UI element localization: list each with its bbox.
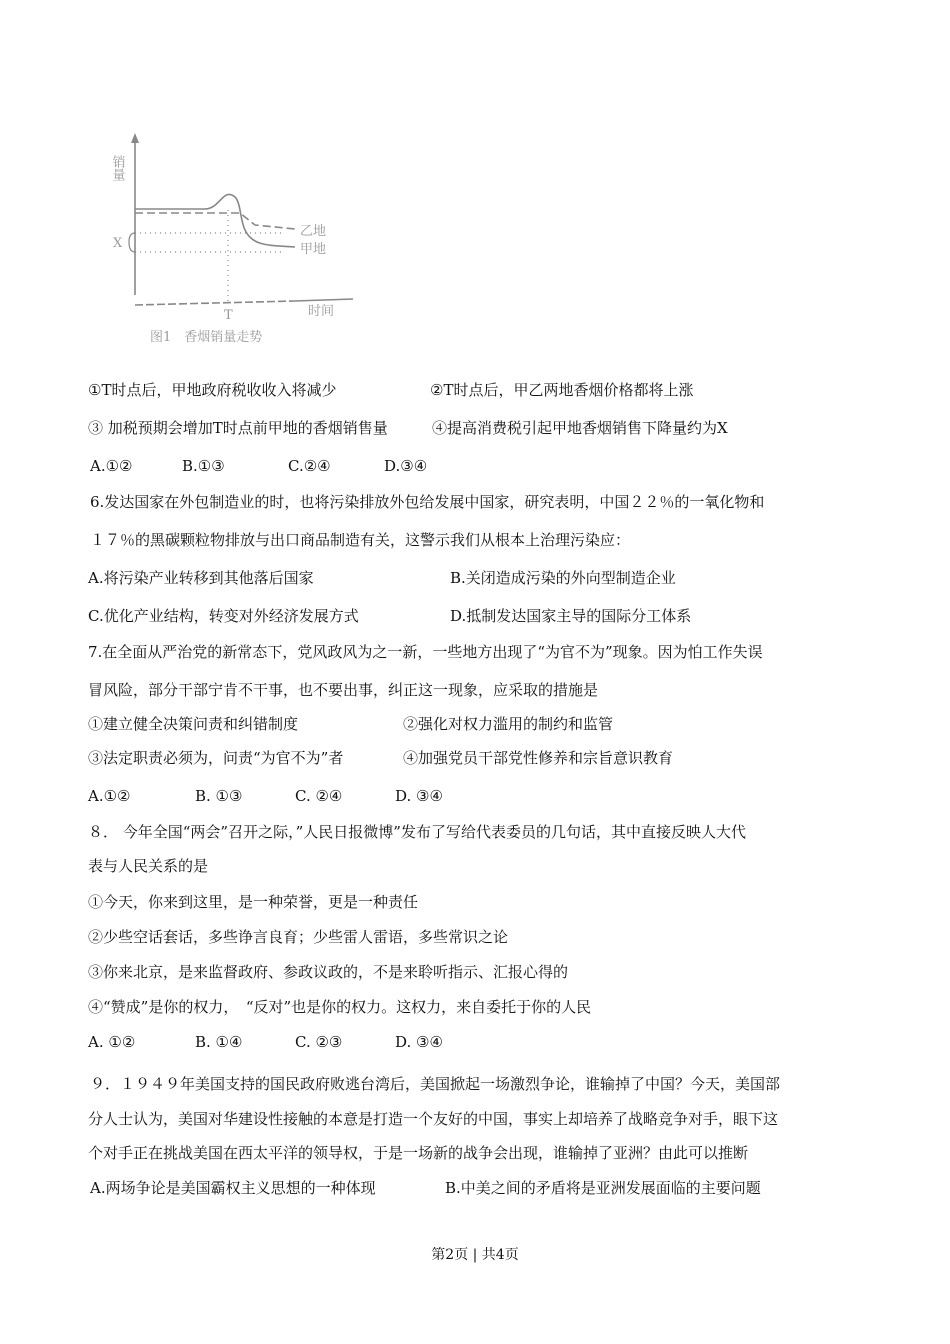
q5-choice-b[interactable]: B.①③ <box>182 457 225 475</box>
q8-choice-b[interactable]: B. ①④ <box>195 1033 243 1051</box>
q7-stem-line2: 冒风险，部分干部宁肯不干事，也不要出事，纠正这一现象，应采取的措施是 <box>88 681 599 699</box>
q9-stem-line1: ９．１９４９年美国支持的国民政府败逃台湾后，美国掀起一场激烈争论，谁输掉了中国？今天，美国部 <box>90 1075 781 1093</box>
q6-stem-line2: １７％的黑碳颗粒物排放与出口商品制造有关，这警示我们从根本上治理污染应： <box>90 531 631 549</box>
q7-choice-c[interactable]: C. ②④ <box>295 787 343 805</box>
x-bracket-label: X <box>113 236 123 251</box>
series-jia-line <box>135 194 295 247</box>
q6-stem-line1: 6.发达国家在外包制造业的时，也将污染排放外包给发展中国家，研究表明，中国２２％的一氧化物和 <box>90 493 765 511</box>
q8-option-1: ①今天，你来到这里，是一种荣誉，更是一种责任 <box>88 893 419 911</box>
q8-stem-line1: ８． 今年全国“两会”召开之际，”人民日报微博”发布了写给代表委员的几句话，其中直接反映人大代 <box>88 823 746 841</box>
t-tick-label: T <box>224 308 233 323</box>
q8-choice-c[interactable]: C. ②③ <box>295 1033 343 1051</box>
q8-stem-line2: 表与人民关系的是 <box>88 857 209 875</box>
q5-option-1: ①T时点后，甲地政府税收收入将减少 <box>88 381 337 399</box>
q7-option-4: ④加强党员干部党性修养和宗旨意识教育 <box>403 749 674 767</box>
q8-option-4: ④“赞成”是你的权力， “反对”也是你的权力。这权力，来自委托于你的人民 <box>88 998 592 1016</box>
q9-stem-line3: 个对手正在挑战美国在西太平洋的领导权，于是一场新的战争会出现，谁输掉了亚洲？由此可以推断 <box>88 1144 749 1162</box>
q7-choice-a[interactable]: A.①② <box>88 787 131 805</box>
q5-choice-a[interactable]: A.①② <box>90 457 133 475</box>
q8-choice-d[interactable]: D. ③④ <box>395 1033 443 1051</box>
q6-choice-b[interactable]: B.关闭造成污染的外向型制造企业 <box>450 569 676 587</box>
q7-option-3: ③法定职责必须为，问责“为官不为”者 <box>88 749 344 767</box>
series-yi-label: 乙地 <box>300 224 327 239</box>
q9-choice-a[interactable]: A.两场争论是美国霸权主义思想的一种体现 <box>90 1179 376 1197</box>
q7-option-1: ①建立健全决策问责和纠错制度 <box>88 715 299 733</box>
series-yi-line <box>135 213 295 229</box>
q7-choice-b[interactable]: B. ①③ <box>195 787 243 805</box>
q7-choice-d[interactable]: D. ③④ <box>395 787 443 805</box>
q8-choice-a[interactable]: A. ①② <box>88 1033 136 1051</box>
q8-option-2: ②少些空话套话，多些诤言良育；少些雷人雷语，多些常识之论 <box>88 928 509 946</box>
page-footer: 第2页 | 共4页 <box>431 1247 519 1263</box>
series-jia-label: 甲地 <box>300 242 327 257</box>
q7-stem-line1: 7.在全面从严治党的新常态下，党风政风为之一新，一些地方出现了“为官不为”现象。因为怕工作失误 <box>88 643 763 661</box>
q9-choice-b[interactable]: B.中美之间的矛盾将是亚洲发展面临的主要问题 <box>445 1179 761 1197</box>
y-axis-label: 销量 <box>109 155 125 181</box>
q8-option-3: ③你来北京，是来监督政府、参政议政的，不是来聆听指示、汇报心得的 <box>88 963 569 981</box>
figure-caption: 图1 香烟销量走势 <box>150 330 263 345</box>
q5-option-2: ②T时点后，甲乙两地香烟价格都将上涨 <box>430 381 694 399</box>
q7-option-2: ②强化对权力滥用的制约和监管 <box>403 715 614 733</box>
q5-option-3: ③ 加税预期会增加T时点前甲地的香烟销售量 <box>88 419 388 437</box>
q6-choice-a[interactable]: A.将污染产业转移到其他落后国家 <box>88 569 314 587</box>
q6-choice-d[interactable]: D.抵制发达国家主导的国际分工体系 <box>450 607 692 625</box>
q5-choice-d[interactable]: D.③④ <box>384 457 428 475</box>
q5-option-4: ④提高消费税引起甲地香烟销售下降量约为X <box>432 419 728 437</box>
q6-choice-c[interactable]: C.优化产业结构，转变对外经济发展方式 <box>88 607 359 625</box>
x-axis <box>135 301 295 305</box>
figure-cigarette-sales-trend <box>95 125 365 350</box>
q5-choice-c[interactable]: C.②④ <box>288 457 331 475</box>
x-axis-label: 时间 <box>308 304 335 319</box>
q9-stem-line2: 分人士认为，美国对华建设性接触的本意是打造一个友好的中国，事实上却培养了战略竞争对手，眼下这 <box>88 1110 779 1128</box>
